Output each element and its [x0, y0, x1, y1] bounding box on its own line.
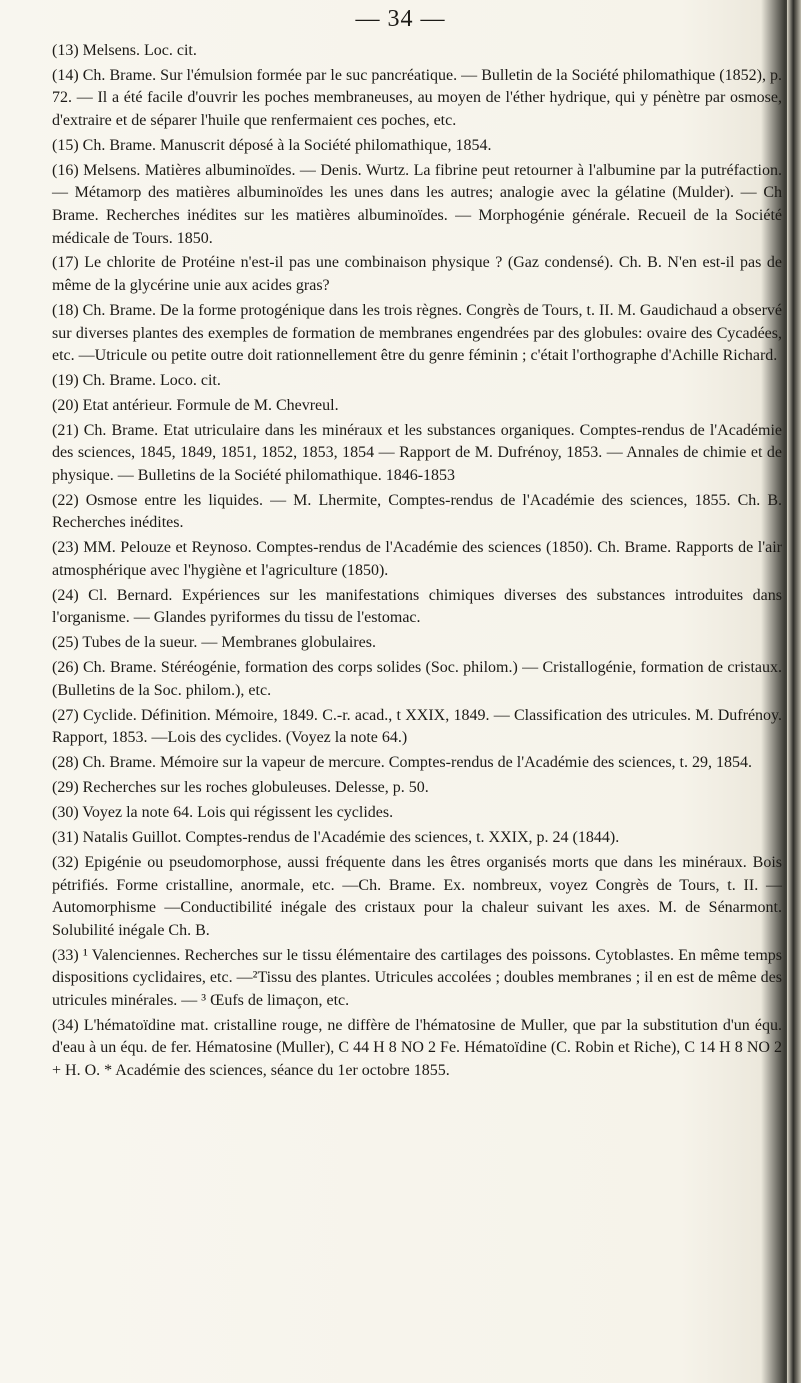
note-34 — [52, 1015, 782, 1083]
note-text: Osmose entre les liquides. — M. Lhermite, Comptes-rendus de l'Académie des sciences, 1855. Ch. B. Recherches inédites. — [52, 491, 783, 532]
note-16 — [52, 160, 782, 250]
note-23 — [52, 537, 782, 582]
note-18 — [52, 300, 782, 368]
note-text: Ch. Brame. Loco. cit. — [82, 372, 221, 389]
note-24 — [52, 585, 782, 630]
note-number: (26) — [52, 659, 79, 677]
note-number: (23) — [52, 539, 79, 557]
note-25 — [52, 632, 782, 655]
book-binding-edge — [787, 0, 801, 1383]
note-14 — [52, 65, 782, 133]
note-number: (18) — [52, 301, 79, 319]
note-text: Melsens. Matières albuminoïdes. — Denis. Wurtz. La fibrine peut retourner à l'albumine par la putréfaction. — Métamorp des matières albuminoïdes les unes dans les autres; analogie avec la gélatine (Mulder). — Ch Brame. Recherches inédites sur les matières albuminoïdes. — Morphogénie générale. Recueil de la Société médicale de Tours. 1850. — [52, 161, 782, 247]
note-number: (27) — [52, 706, 79, 724]
note-number: (19) — [52, 372, 79, 389]
note-number: (33) — [52, 946, 79, 964]
note-text: Le chlorite de Protéine n'est-il pas une combinaison physique ? (Gaz condensé). Ch. B. N'en est-il pas de même de la glycérine unie aux acides gras? — [52, 254, 783, 295]
note-text: Natalis Guillot. Comptes-rendus de l'Académie des sciences, t. XXIX, p. 24 (1844). — [82, 829, 620, 847]
note-number: (13) — [52, 42, 79, 59]
note-text: MM. Pelouze et Reynoso. Comptes-rendus de l'Académie des sciences (1850). Ch. Brame. Rapports de l'air atmosphérique avec l'hygiène et l'agriculture (1850). — [52, 539, 782, 579]
note-29 — [52, 777, 782, 800]
note-number: (28) — [52, 754, 79, 772]
note-number: (29) — [52, 779, 79, 797]
note-text: Epigénie ou pseudomorphose, aussi fréquente dans les êtres organisés morts que dans les minéraux. Bois pétrifiés. Forme cristalline, anormale, etc. —Ch. Brame. Ex. nombreux, voyez Congrès de Tours, t. II. — Automorphisme —Conductibilité inégale des cristaux pour la chaleur suivant les axes. M. de Sénarmont. Solubilité inégale Ch. B. — [52, 854, 783, 939]
note-text: Ch. Brame. Stéréogénie, formation des corps solides (Soc. philom.) — Cristallogénie, formation de cristaux. (Bulletins de la Soc. philom.), etc. — [52, 659, 782, 699]
note-text: Voyez la note 64. Lois qui régissent les cyclides. — [82, 804, 394, 822]
page-number: — 34 — — [355, 6, 446, 32]
note-22 — [52, 490, 782, 535]
note-27 — [52, 705, 782, 750]
note-number: (34) — [52, 1016, 79, 1034]
note-20 — [52, 395, 782, 418]
note-number: (20) — [52, 396, 79, 414]
note-19 — [52, 370, 782, 393]
note-number: (24) — [52, 586, 79, 604]
note-number: (14) — [52, 66, 79, 84]
note-text: Melsens. Loc. cit. — [82, 42, 197, 59]
note-32 — [52, 852, 782, 942]
note-33 — [52, 945, 782, 1013]
note-number: (25) — [52, 634, 79, 652]
note-30 — [52, 802, 782, 825]
note-31 — [52, 827, 782, 850]
note-text: Cl. Bernard. Expériences sur les manifestations chimiques diverses des substances introduites dans l'organisme. — Glandes pyriformes du tissu de l'estomac. — [52, 586, 783, 627]
note-13 — [52, 40, 782, 63]
note-text: Cyclide. Définition. Mémoire, 1849. C.-r. acad., t XXIX, 1849. — Classification des utricules. M. Dufrénoy. Rapport, 1853. —Lois des cyclides. (Voyez la note 64.) — [52, 706, 783, 747]
note-15 — [52, 135, 782, 158]
note-26 — [52, 657, 782, 702]
note-text: Ch. Brame. Manuscrit déposé à la Société philomathique, 1854. — [82, 136, 492, 154]
note-text: Tubes de la sueur. — Membranes globulaires. — [82, 634, 376, 652]
note-number: (15) — [52, 136, 79, 154]
notes-list — [52, 40, 782, 1085]
note-number: (21) — [52, 421, 79, 439]
note-text: Recherches sur les roches globuleuses. Delesse, p. 50. — [82, 779, 429, 797]
note-text: L'hématoïdine mat. cristalline rouge, ne diffère de l'hématosine de Muller, que par la substitution d'un équ. d'eau à un équ. de fer. Hématosine (Muller), C 44 H 8 NO 2 Fe. Hématoïdine (C. Robin et Riche), C 14 H 8 NO 2 + H. O. * Académie des sciences, séance du 1er octobre 1855. — [52, 1016, 783, 1079]
note-text: ¹ Valenciennes. Recherches sur le tissu élémentaire des cartilages des poissons. Cytoblastes. En même temps dispositions cyclidaires, etc. —²Tissu des plantes. Utricules accolées ; doubles membranes ; il en est de même des utricules minérales. — ³ Œufs de limaçon, etc. — [52, 946, 783, 1009]
note-number: (31) — [52, 829, 79, 847]
note-text: Ch. Brame. Sur l'émulsion formée par le suc pancréatique. — Bulletin de la Société philomathique (1852), p. 72. — Il a été facile d'ouvrir les poches membraneuses, au moyen de l'éther hydrique, qui y pénètre par osmose, d'extraire et de séparer l'huile que renfermaient ces poches, etc. — [52, 66, 783, 130]
note-text: Ch. Brame. Etat utriculaire dans les minéraux et les substances organiques. Comptes-rendus de l'Académie des sciences, 1845, 1849, 1851, 1852, 1853, 1854 — Rapport de M. Dufrénoy, 1853. — Annales de chimie et de physique. — Bulletins de la Société philomathique. 1846-1853 — [52, 421, 783, 484]
note-number: (22) — [52, 491, 79, 509]
note-number: (30) — [52, 804, 79, 822]
note-number: (16) — [52, 161, 79, 179]
note-number: (32) — [52, 854, 79, 872]
note-21 — [52, 420, 782, 488]
note-17 — [52, 252, 782, 297]
note-number: (17) — [52, 254, 79, 272]
note-text: Etat antérieur. Formule de M. Chevreul. — [82, 396, 339, 414]
note-text: Ch. Brame. De la forme protogénique dans les trois règnes. Congrès de Tours, t. II. M. Gaudichaud a observé sur diverses plantes des exemples de formation de membranes engendrées par des globules: ovaire des Cycadées, etc. —Utricule ou petite outre doit rationnellement être du genre féminin ; c'était l'orthographe d'Achille Richard. — [52, 301, 783, 365]
note-text: Ch. Brame. Mémoire sur la vapeur de mercure. Comptes-rendus de l'Académie des sciences, t. 29, 1854. — [82, 754, 752, 772]
note-28 — [52, 752, 782, 775]
